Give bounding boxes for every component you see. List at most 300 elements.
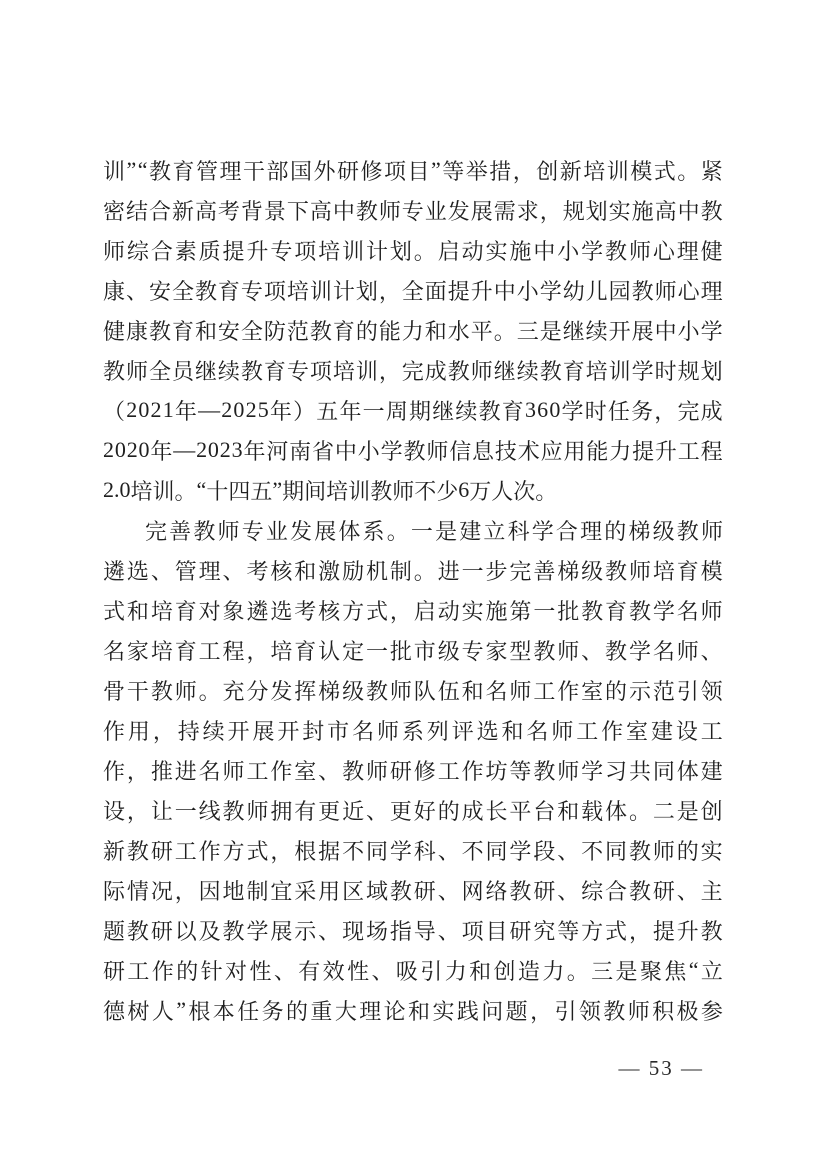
glyph: 划 [700, 358, 723, 384]
glyph: 教 [605, 638, 628, 664]
glyph: 培 [652, 558, 675, 584]
glyph: 教 [447, 358, 470, 384]
glyph: 区 [342, 878, 365, 904]
glyph: 2 [221, 397, 233, 422]
glyph: 研 [509, 918, 532, 944]
glyph: — [198, 397, 221, 422]
glyph: 方 [581, 918, 604, 944]
glyph: ， [152, 718, 175, 744]
glyph: 学 [561, 398, 584, 424]
glyph: 教 [676, 518, 699, 544]
glyph: 提 [447, 278, 470, 304]
glyph: 实 [700, 838, 723, 864]
glyph: 工 [198, 638, 221, 664]
glyph: 管 [196, 158, 219, 184]
glyph: 教 [605, 238, 628, 264]
glyph: 级 [652, 518, 675, 544]
glyph: 、 [437, 878, 460, 904]
glyph: 设 [103, 798, 126, 824]
glyph: 名 [198, 758, 221, 784]
glyph: 、 [273, 958, 296, 984]
glyph: 级 [342, 678, 365, 704]
glyph: 计 [332, 278, 355, 304]
glyph: 时 [584, 398, 607, 424]
glyph: 是 [539, 318, 562, 344]
glyph: 步 [485, 558, 508, 584]
glyph: 教 [222, 918, 245, 944]
glyph: 学 [581, 238, 604, 264]
glyph: 育 [174, 598, 197, 624]
glyph: 室 [626, 718, 649, 744]
glyph: 省 [312, 438, 335, 464]
glyph: 理 [676, 238, 699, 264]
glyph: 中 [677, 198, 700, 224]
text-line [103, 870, 723, 910]
glyph: 师 [557, 638, 580, 664]
glyph: 完 [401, 358, 424, 384]
glyph: 程 [222, 638, 245, 664]
glyph: 高 [654, 198, 677, 224]
glyph: 息 [472, 438, 495, 464]
glyph: ， [654, 398, 677, 424]
glyph: 批 [389, 638, 412, 664]
glyph: 一 [533, 598, 556, 624]
glyph: 5 [257, 397, 269, 422]
glyph: 核 [318, 598, 341, 624]
glyph: 制 [246, 878, 269, 904]
glyph: 小 [557, 238, 580, 264]
glyph: 培 [583, 158, 606, 184]
glyph: 师 [222, 758, 245, 784]
glyph: 工 [700, 718, 723, 744]
glyph: 是 [615, 958, 638, 984]
glyph: 好 [413, 798, 436, 824]
glyph: 和 [408, 998, 431, 1024]
glyph: 不 [342, 838, 365, 864]
glyph: 树 [127, 998, 150, 1024]
glyph: 考 [217, 198, 240, 224]
glyph: ， [270, 838, 293, 864]
glyph: 教 [370, 478, 393, 504]
glyph: 选 [126, 558, 149, 584]
glyph: 。 [174, 478, 197, 504]
glyph: 、 [365, 798, 388, 824]
glyph: ， [378, 278, 401, 304]
glyph: 训 [342, 238, 365, 264]
glyph: 育 [217, 278, 240, 304]
glyph: 专 [286, 358, 309, 384]
glyph: 研 [150, 918, 173, 944]
glyph: 示 [294, 918, 317, 944]
glyph: ” [126, 157, 137, 182]
glyph: 二 [652, 798, 675, 824]
glyph: 体 [676, 758, 699, 784]
glyph: 人 [151, 998, 174, 1024]
glyph: 续 [585, 318, 608, 344]
glyph: 力 [444, 958, 467, 984]
glyph: 次 [513, 478, 536, 504]
glyph: 启 [413, 598, 436, 624]
glyph: 、 [676, 878, 699, 904]
glyph: 领 [578, 998, 601, 1024]
glyph: 0 [138, 437, 150, 462]
glyph: 师 [557, 758, 580, 784]
glyph: 研 [533, 878, 556, 904]
glyph: 级 [437, 638, 460, 664]
glyph: 师 [392, 478, 415, 504]
glyph: 列 [426, 718, 449, 744]
glyph: 题 [505, 998, 528, 1024]
glyph: 年 [269, 398, 292, 424]
glyph: 项 [384, 158, 407, 184]
glyph: 遴 [246, 598, 269, 624]
glyph: 一 [174, 798, 197, 824]
glyph: 和 [126, 598, 149, 624]
glyph: 育 [676, 558, 699, 584]
glyph: 学 [509, 838, 532, 864]
glyph: 实 [608, 198, 631, 224]
glyph: 用 [318, 878, 341, 904]
glyph: 训 [348, 478, 371, 504]
glyph: 师 [246, 798, 269, 824]
glyph: “ [137, 157, 148, 182]
glyph: 全 [148, 358, 171, 384]
glyph: 让 [150, 798, 173, 824]
glyph: 的 [355, 318, 378, 344]
glyph: “ [196, 477, 207, 502]
glyph: 划 [355, 278, 378, 304]
glyph: 作 [461, 758, 484, 784]
glyph: 学 [700, 318, 723, 344]
glyph: 等 [442, 158, 465, 184]
glyph: 大 [334, 998, 357, 1024]
glyph: 作 [270, 758, 293, 784]
glyph: 升 [246, 238, 269, 264]
glyph: ， [628, 918, 651, 944]
glyph: 时 [654, 358, 677, 384]
glyph: 0 [119, 477, 131, 502]
glyph: 和 [424, 318, 447, 344]
glyph: 、 [150, 558, 173, 584]
glyph: 平 [470, 318, 493, 344]
glyph: 考 [294, 598, 317, 624]
glyph: 师 [103, 238, 126, 264]
glyph: 创 [700, 798, 723, 824]
glyph: 遴 [103, 558, 126, 584]
glyph: 科 [413, 838, 436, 864]
glyph: 全 [401, 278, 424, 304]
glyph: 实 [485, 238, 508, 264]
glyph: 进 [437, 558, 460, 584]
glyph: 措 [489, 158, 512, 184]
glyph: 学 [628, 638, 651, 664]
glyph: 式 [246, 838, 269, 864]
glyph: 园 [608, 278, 631, 304]
glyph: 积 [652, 998, 675, 1024]
glyph: 幼 [562, 278, 585, 304]
glyph: 学 [652, 598, 675, 624]
glyph: 式 [365, 598, 388, 624]
glyph: 学 [380, 438, 403, 464]
glyph: 教 [533, 758, 556, 784]
glyph: 教 [631, 278, 654, 304]
glyph: 三 [591, 958, 614, 984]
glyph: 象 [222, 598, 245, 624]
glyph: 第 [509, 598, 532, 624]
glyph: 师 [426, 438, 449, 464]
glyph: 新 [559, 158, 582, 184]
glyph: ” [176, 997, 186, 1022]
glyph: 建 [700, 758, 723, 784]
glyph: 坊 [485, 758, 508, 784]
glyph: 施 [485, 598, 508, 624]
glyph: 机 [365, 558, 388, 584]
glyph: 2 [196, 437, 208, 462]
glyph: 问 [481, 998, 504, 1024]
glyph: 能 [378, 318, 401, 344]
glyph: 范 [652, 678, 675, 704]
glyph: 习 [605, 758, 628, 784]
glyph: 梯 [628, 518, 651, 544]
glyph: 工 [437, 758, 460, 784]
glyph: 工 [246, 758, 269, 784]
glyph: 有 [294, 798, 317, 824]
page-number: — 53 — [618, 1056, 704, 1080]
glyph: 对 [198, 598, 221, 624]
glyph: 宜 [270, 878, 293, 904]
glyph: 十 [206, 478, 229, 504]
glyph: 景 [263, 198, 286, 224]
glyph: 进 [174, 758, 197, 784]
glyph: 年 [150, 438, 173, 464]
glyph: 升 [654, 438, 677, 464]
glyph: 导 [413, 918, 436, 944]
glyph: ， [126, 798, 149, 824]
glyph: . [114, 477, 120, 502]
glyph: 能 [586, 438, 609, 464]
glyph: 共 [628, 758, 651, 784]
glyph: 作 [198, 838, 221, 864]
glyph: 学 [581, 758, 604, 784]
glyph: 教 [240, 358, 263, 384]
glyph: 市 [327, 718, 350, 744]
glyph: 况 [150, 878, 173, 904]
glyph: 继 [194, 358, 217, 384]
glyph: 核 [270, 558, 293, 584]
glyph: 五 [316, 398, 339, 424]
glyph: 近 [342, 798, 365, 824]
glyph: 培 [150, 598, 173, 624]
glyph: 名 [103, 638, 126, 664]
glyph: 工 [174, 838, 197, 864]
glyph: 、 [700, 638, 723, 664]
glyph: 一 [362, 398, 385, 424]
glyph: 推 [150, 758, 173, 784]
glyph: 和 [501, 718, 524, 744]
glyph: 培 [150, 638, 173, 664]
glyph: 培 [130, 478, 153, 504]
glyph: 育 [332, 318, 355, 344]
glyph: 教 [103, 358, 126, 384]
glyph: 教 [389, 878, 412, 904]
glyph: 作 [601, 718, 624, 744]
glyph: 。 [413, 238, 436, 264]
glyph: 立 [483, 518, 506, 544]
glyph: 聚 [639, 958, 662, 984]
glyph: 性 [347, 958, 370, 984]
glyph: 室 [581, 678, 604, 704]
glyph: 续 [455, 398, 478, 424]
glyph: 业 [265, 518, 288, 544]
glyph: 名 [485, 678, 508, 704]
glyph: 重 [310, 998, 333, 1024]
glyph: 师 [174, 678, 197, 704]
glyph: 提 [632, 438, 655, 464]
glyph: 同 [485, 838, 508, 864]
glyph: 、 [557, 878, 580, 904]
glyph: 题 [103, 918, 126, 944]
text-line [103, 190, 723, 230]
glyph: 员 [171, 358, 194, 384]
glyph: 根 [188, 998, 211, 1024]
glyph: 培 [332, 358, 355, 384]
glyph: 研 [337, 158, 360, 184]
glyph: 培 [286, 278, 309, 304]
glyph: 德 [103, 998, 126, 1024]
glyph: 现 [342, 918, 365, 944]
glyph: 名 [652, 638, 675, 664]
glyph: 国 [290, 158, 313, 184]
glyph: 研 [150, 838, 173, 864]
glyph: 中 [493, 278, 516, 304]
glyph: 继 [493, 358, 516, 384]
glyph: 师 [700, 598, 723, 624]
glyph: 务 [261, 998, 284, 1024]
glyph: 吸 [395, 958, 418, 984]
glyph: 专 [270, 238, 293, 264]
glyph: 台 [533, 798, 556, 824]
glyph: 研 [413, 878, 436, 904]
text-line [103, 550, 723, 590]
glyph: 一 [461, 558, 484, 584]
glyph: 情 [126, 878, 149, 904]
glyph: 工 [127, 958, 150, 984]
glyph: 。 [493, 318, 516, 344]
glyph: 水 [447, 318, 470, 344]
glyph: 高 [309, 198, 332, 224]
glyph: 目 [485, 918, 508, 944]
glyph: 教 [126, 838, 149, 864]
glyph: 0 [207, 437, 219, 462]
text-line [103, 710, 723, 750]
glyph: 年 [339, 398, 362, 424]
glyph: 以 [174, 918, 197, 944]
glyph: 梯 [318, 678, 341, 704]
glyph: 学 [631, 358, 654, 384]
glyph: 信 [449, 438, 472, 464]
glyph: 提 [652, 918, 675, 944]
glyph: 教 [365, 678, 388, 704]
glyph: 据 [318, 838, 341, 864]
glyph: 育 [294, 638, 317, 664]
glyph: 教 [194, 278, 217, 304]
glyph: 综 [126, 238, 149, 264]
glyph: 不 [461, 838, 484, 864]
glyph: 续 [202, 718, 225, 744]
glyph: 选 [476, 718, 499, 744]
text-line [103, 150, 723, 190]
text-line [103, 390, 723, 430]
glyph: 。 [535, 478, 558, 504]
glyph: 师 [378, 198, 401, 224]
glyph: — [173, 437, 196, 462]
glyph: 提 [222, 238, 245, 264]
glyph: 用 [563, 438, 586, 464]
glyph: 目 [407, 158, 430, 184]
glyph: 教 [628, 598, 651, 624]
glyph: 开 [227, 718, 250, 744]
glyph: 师 [676, 638, 699, 664]
glyph: 培 [318, 238, 341, 264]
glyph: 紧 [700, 158, 723, 184]
glyph: 划 [389, 238, 412, 264]
glyph: 实 [461, 598, 484, 624]
glyph: 。 [677, 158, 700, 184]
glyph: 2 [150, 397, 162, 422]
glyph: 育 [171, 318, 194, 344]
glyph: 合 [605, 878, 628, 904]
glyph: 式 [605, 918, 628, 944]
glyph: 育 [605, 598, 628, 624]
glyph: 梯 [557, 558, 580, 584]
glyph: 规 [562, 198, 585, 224]
glyph: 教 [222, 798, 245, 824]
glyph: 师 [700, 518, 723, 544]
glyph: 充 [222, 678, 245, 704]
glyph: 示 [628, 678, 651, 704]
glyph: 育 [263, 358, 286, 384]
glyph: 工 [576, 718, 599, 744]
glyph: 范 [286, 318, 309, 344]
glyph: 密 [103, 198, 126, 224]
glyph: 指 [389, 918, 412, 944]
text-line [103, 350, 723, 390]
glyph: ， [530, 998, 553, 1024]
glyph: 根 [294, 838, 317, 864]
glyph: 规 [677, 358, 700, 384]
glyph: 6 [458, 477, 470, 502]
glyph: 需 [493, 198, 516, 224]
glyph: ， [539, 198, 562, 224]
glyph: 间 [304, 478, 327, 504]
glyph: 干 [243, 158, 266, 184]
document-body [103, 150, 723, 1030]
glyph: 求 [516, 198, 539, 224]
glyph: 新 [171, 198, 194, 224]
glyph: 培 [270, 638, 293, 664]
glyph: 际 [103, 878, 126, 904]
glyph: 引 [420, 958, 443, 984]
glyph: 、 [318, 918, 341, 944]
glyph: 2 [103, 477, 114, 502]
glyph: 研 [389, 758, 412, 784]
glyph: 不 [414, 478, 437, 504]
glyph: ， [378, 358, 401, 384]
glyph: 面 [424, 278, 447, 304]
glyph: 1 [162, 397, 174, 422]
glyph: 干 [126, 678, 149, 704]
glyph: 修 [413, 758, 436, 784]
